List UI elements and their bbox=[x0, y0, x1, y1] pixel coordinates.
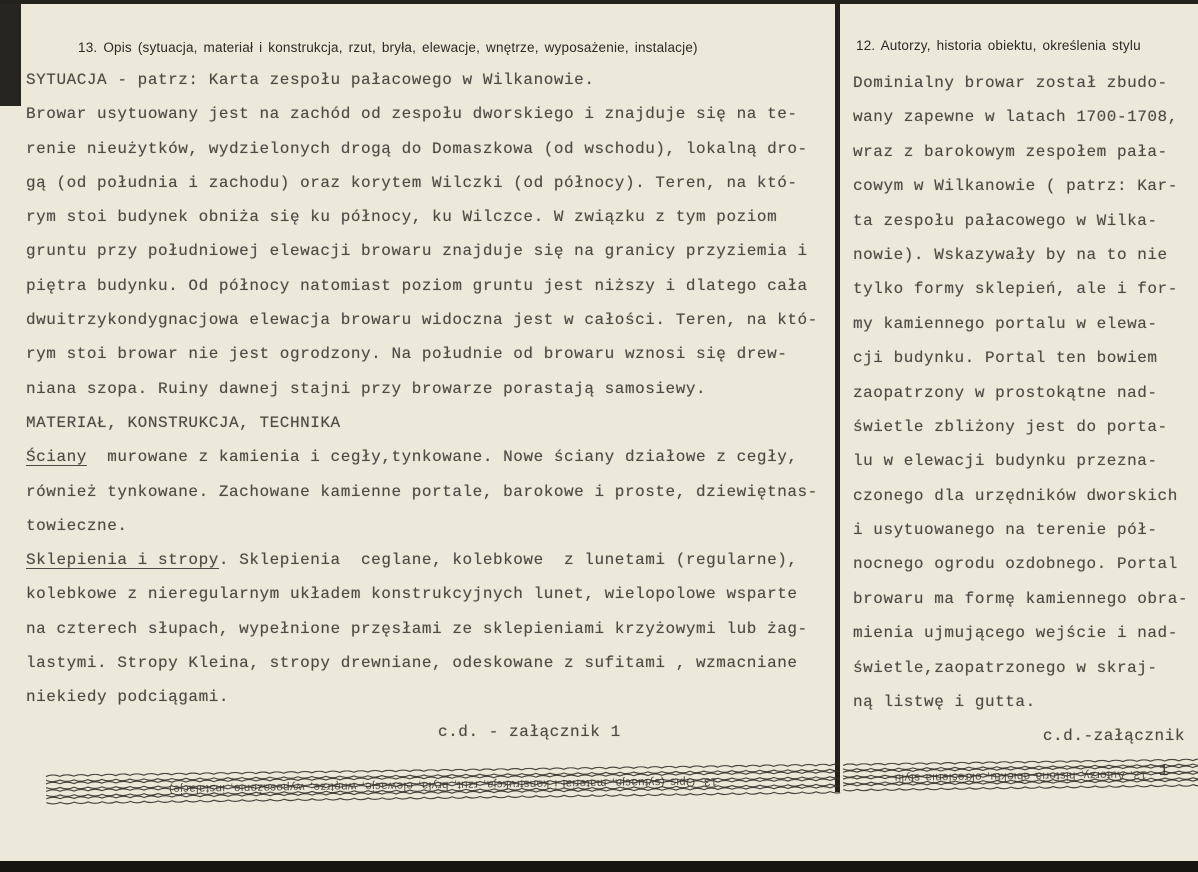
typewritten-line: ta zespołu pałacowego w Wilka- bbox=[853, 211, 1158, 230]
typewritten-line: na czterech słupach, wypełnione przęsłami ze sklepieniami krzyżowymi lub żag- bbox=[26, 619, 808, 638]
typewritten-line: Sklepienia i stropy. Sklepienia ceglane, kolebkowe z lunetami (regularne), bbox=[26, 551, 798, 570]
crossed-out-fold-band-left bbox=[46, 763, 840, 805]
upside-down-header-text-left: 13. Opis (sytuacja, materiał i konstrukcja, rzut, bryła, elewacje, wnętrze, wyposażenie, instalacje) bbox=[168, 774, 718, 795]
typewritten-line: renie nieużytków, wydzielonych drogą do Domaszkowa (od wschodu), lokalną dro- bbox=[26, 139, 808, 158]
typewritten-line: SYTUACJA - patrz: Karta zespołu pałacowego w Wilkanowie. bbox=[26, 71, 595, 89]
typewritten-line: kolebkowe z nieregularnym układem konstrukcyjnych lunet, wielopolowe wsparte bbox=[26, 585, 798, 604]
typewritten-line: cowym w Wilkanowie ( patrz: Kar- bbox=[853, 177, 1178, 196]
page-fold-divider bbox=[835, 0, 840, 792]
typewritten-line: rym stoi budynek obniża się ku północy, ku Wilczce. W związku z tym poziom bbox=[26, 208, 778, 227]
typewritten-line: Dominialny browar został zbudo- bbox=[853, 74, 1168, 92]
typewritten-line: gą (od południa i zachodu) oraz korytem Wilczki (od północy). Teren, na któ- bbox=[26, 173, 798, 192]
crossed-out-fold-band-right bbox=[843, 759, 1198, 793]
typewritten-line: niekiedy podciągami. bbox=[26, 688, 230, 707]
typewritten-text-right-page bbox=[853, 66, 1189, 788]
typewritten-line: ną listwę i gutta. bbox=[853, 693, 1036, 712]
typewritten-text-left-page bbox=[26, 63, 826, 749]
typewritten-line: dwuitrzykondygnacjowa elewacja browaru widoczna jest w całości. Teren, na któ- bbox=[26, 311, 818, 330]
typewritten-line: niana szopa. Ruiny dawnej stajni przy browarze porastają samosiewy. bbox=[26, 379, 707, 398]
section-header-13-opis: 13. Opis (sytuacja, materiał i konstrukcja, rzut, bryła, elewacje, wnętrze, wyposażenie, instalacje) bbox=[78, 40, 698, 55]
typewritten-line: browaru ma formę kamiennego obra- bbox=[853, 589, 1189, 608]
typewritten-line: piętra budynku. Od północy natomiast poziom gruntu jest niższy i dlatego cała bbox=[26, 276, 808, 295]
typewritten-line: mienia ujmującego wejście i nad- bbox=[853, 624, 1178, 643]
typewritten-line: czonego dla urzędników dworskich bbox=[853, 486, 1178, 505]
typewritten-line: c.d. - załącznik 1 bbox=[438, 722, 621, 741]
typewritten-line: tylko formy sklepień, ale i for- bbox=[853, 280, 1178, 299]
typewritten-line: zaopatrzony w prostokątne nad- bbox=[853, 383, 1158, 402]
typewritten-line: nowie). Wskazywały by na to nie bbox=[853, 245, 1168, 264]
typewritten-line: lastymi. Stropy Kleina, stropy drewniane, odeskowane z sufitami , wzmacniane bbox=[26, 654, 798, 673]
typewritten-line: i usytuowanego na terenie pół- bbox=[853, 521, 1158, 540]
typewritten-line: świetle zbliżony jest do porta- bbox=[853, 417, 1168, 436]
upside-down-header-text-right: 12. Autorzy, historia obiektu, określenia stylu bbox=[894, 767, 1147, 784]
scan-left-edge-artifact bbox=[0, 0, 21, 106]
typewritten-line: my kamiennego portalu w elewa- bbox=[853, 314, 1158, 333]
typewritten-line: wraz z barokowym zespołem pała- bbox=[853, 142, 1168, 161]
typewritten-line: Browar usytuowany jest na zachód od zespołu dworskiego i znajduje się na te- bbox=[26, 105, 798, 124]
typewritten-line: rym stoi browar nie jest ogrodzony. Na południe od browaru wznosi się drew- bbox=[26, 345, 788, 364]
typewritten-line: 1 bbox=[1158, 761, 1169, 780]
typewritten-line: towieczne. bbox=[26, 516, 128, 535]
typewritten-line: gruntu przy południowej elewacji browaru znajduje się na granicy przyziemia i bbox=[26, 242, 808, 261]
typewritten-line: c.d.-załącznik bbox=[1042, 727, 1185, 746]
typewritten-line: cji budynku. Portal ten bowiem bbox=[853, 349, 1158, 368]
typewritten-line: świetle,zaopatrzonego w skraj- bbox=[853, 658, 1158, 677]
typewritten-line: Ściany murowane z kamienia i cegły,tynkowane. Nowe ściany działowe z cegły, bbox=[26, 448, 798, 467]
typewritten-line: nocnego ogrodu ozdobnego. Portal bbox=[853, 555, 1178, 574]
typewritten-line: również tynkowane. Zachowane kamienne portale, barokowe i proste, dziewiętnas- bbox=[26, 482, 818, 501]
typewritten-line: wany zapewne w latach 1700-1708, bbox=[853, 108, 1178, 127]
typewritten-line: lu w elewacji budynku przezna- bbox=[853, 452, 1158, 471]
scan-bottom-edge-artifact bbox=[0, 861, 1198, 872]
section-header-12-autorzy: 12. Autorzy, historia obiektu, określenia stylu bbox=[856, 38, 1141, 53]
typewritten-line: MATERIAŁ, KONSTRUKCJA, TECHNIKA bbox=[26, 413, 341, 432]
scan-top-edge-artifact bbox=[0, 0, 1198, 4]
